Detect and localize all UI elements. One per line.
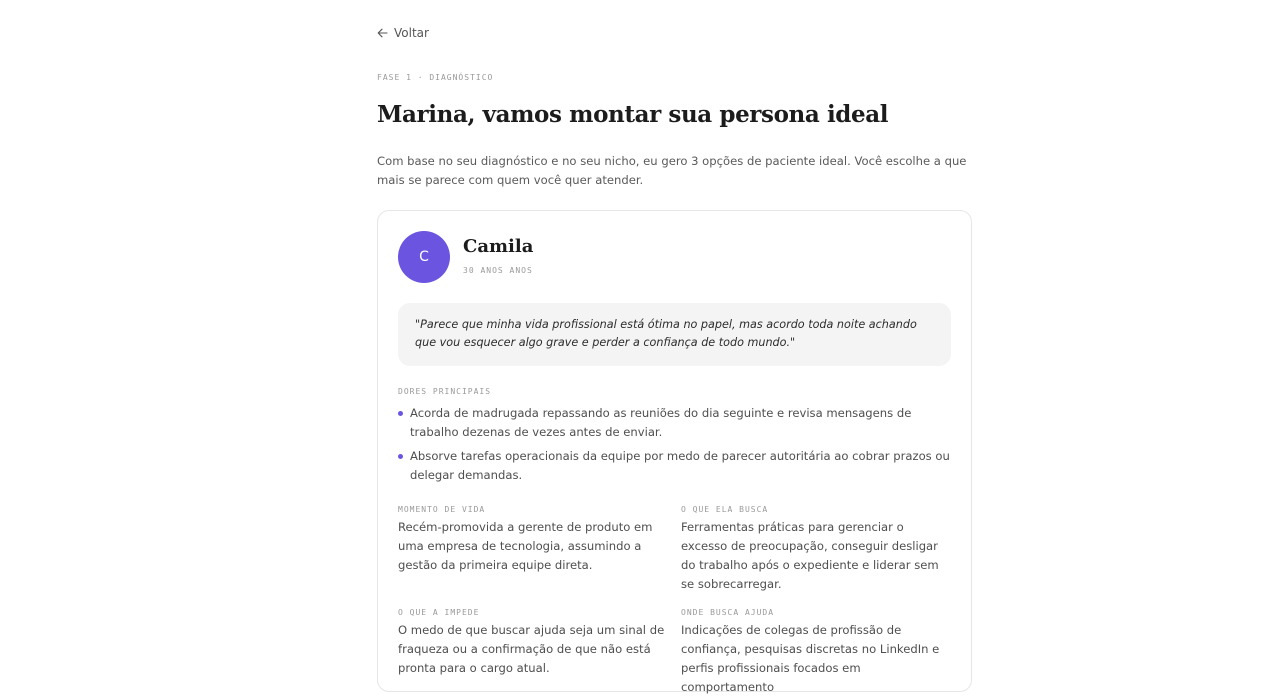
seeks-label: O QUE ELA BUSCA	[681, 505, 769, 514]
seeks-text: Ferramentas práticas para gerenciar o excesso de preocupação, conseguir desligar do trabalho após o expediente e liderar sem se sobrecarregar.	[681, 520, 939, 591]
page-title: Marina, vamos montar sua persona ideal	[377, 101, 889, 128]
persona-card[interactable]	[377, 210, 972, 692]
pain-text: Absorve tarefas operacionais da equipe por medo de parecer autoritária ao cobrar prazos ou delegar demandas.	[410, 449, 950, 482]
bullet-icon	[398, 411, 403, 416]
bullet-icon	[398, 454, 403, 459]
back-link[interactable]	[377, 26, 429, 40]
blocks-label: O QUE A IMPEDE	[398, 608, 480, 617]
persona-age: 30 ANOS ANOS	[463, 266, 533, 275]
back-label: Voltar	[394, 26, 429, 40]
page-intro: Com base no seu diagnóstico e no seu nicho, eu gero 3 opções de paciente ideal. Você escolhe a que mais se parece com quem você quer atender.	[377, 154, 967, 187]
blocks-text: O medo de que buscar ajuda seja um sinal de fraqueza ou a confirmação de que não está pronta para o cargo atual.	[398, 623, 665, 675]
persona-name: Camila	[463, 236, 534, 257]
avatar-initial: C	[419, 249, 429, 265]
avatar	[398, 231, 450, 283]
list-item	[398, 404, 951, 442]
arrow-left-icon	[377, 28, 388, 38]
pains-list	[398, 404, 951, 490]
phase-eyebrow: FASE 1 · DIAGNÓSTICO	[377, 73, 494, 82]
moment-label: MOMENTO DE VIDA	[398, 505, 486, 514]
where-text: Indicações de colegas de profissão de confiança, pesquisas discretas no LinkedIn e perfis profissionais focados em comportamento	[681, 623, 940, 694]
where-label: ONDE BUSCA AJUDA	[681, 608, 775, 617]
pain-text: Acorda de madrugada repassando as reuniões do dia seguinte e revisa mensagens de trabalho dezenas de vezes antes de enviar.	[410, 406, 912, 439]
pains-label: DORES PRINCIPAIS	[398, 387, 492, 396]
list-item	[398, 447, 951, 485]
persona-quote: "Parece que minha vida profissional está ótima no papel, mas acordo toda noite achando que vou esquecer algo grave e perder a confiança de todo mundo."	[398, 303, 951, 366]
moment-text: Recém-promovida a gerente de produto em uma empresa de tecnologia, assumindo a gestão da primeira equipe direta.	[398, 520, 653, 572]
